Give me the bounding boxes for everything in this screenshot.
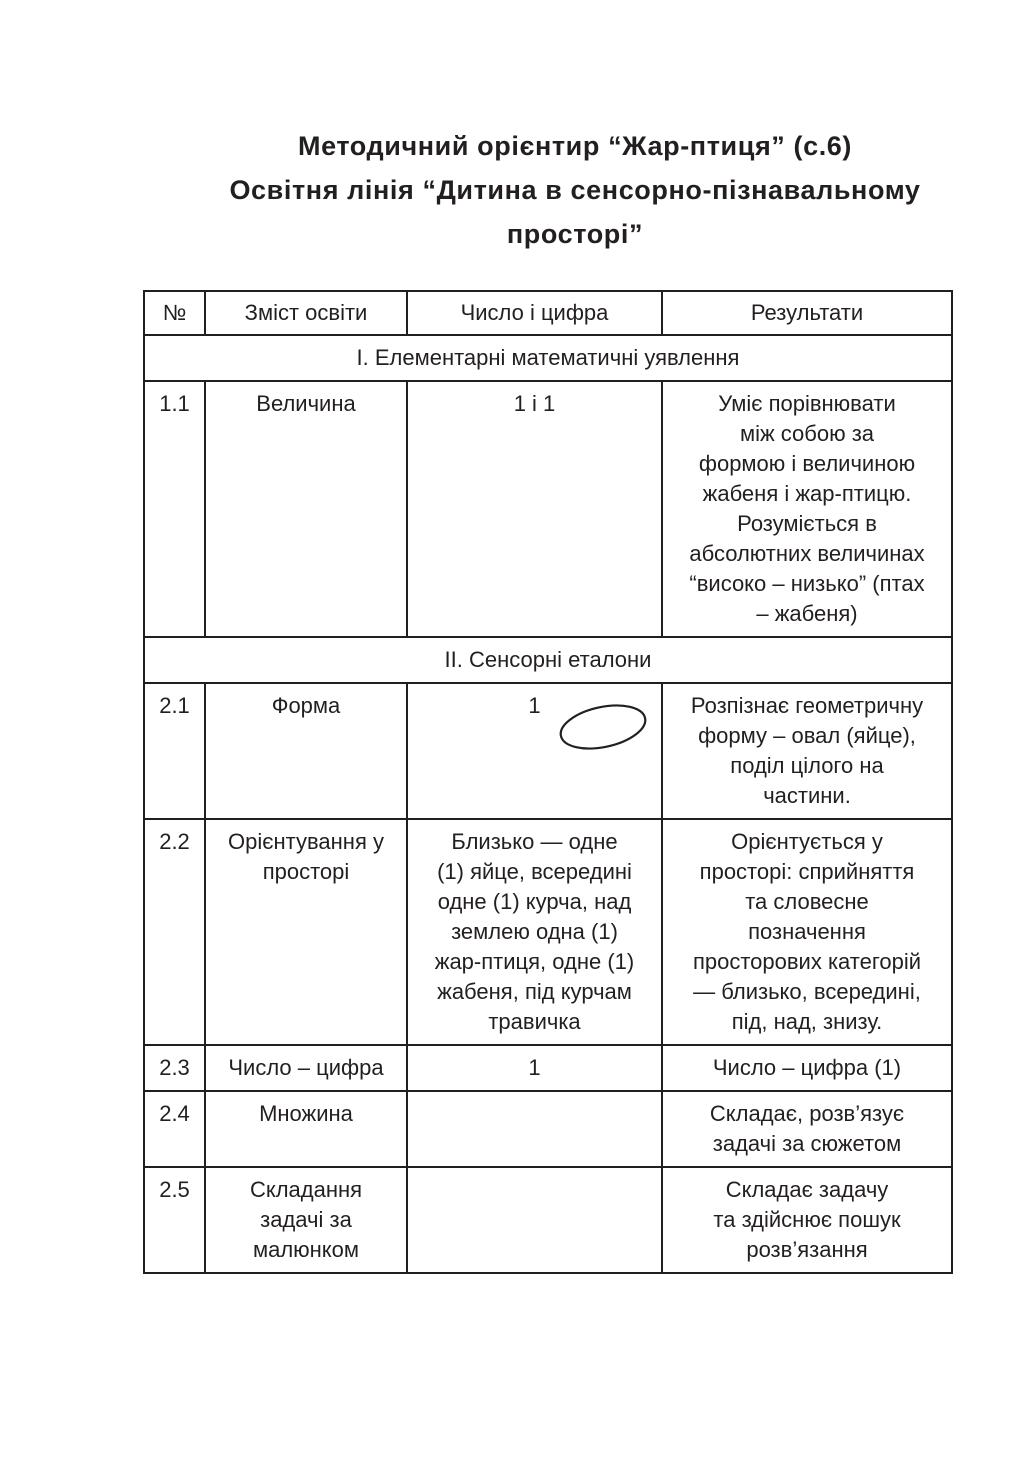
heading-line-1: Методичний орієнтир “Жар-птиця” (с.6) bbox=[297, 131, 853, 161]
row-content: Складання задачі за малюнком bbox=[205, 1167, 407, 1273]
row-number: 2.3 bbox=[144, 1045, 205, 1091]
row-content: Форма bbox=[205, 683, 407, 819]
heading-line-2: Освітня лінія “Дитина в сенсорно-пізнавальному bbox=[229, 175, 921, 205]
row-number: 2.1 bbox=[144, 683, 205, 819]
page-heading bbox=[150, 124, 1000, 256]
row-number: 2.5 bbox=[144, 1167, 205, 1273]
row-result: Уміє порівнювати між собою за формою і величиною жабеня і жар-птицю. Розуміється в абсолютних величинах “високо – низько” (птах – жабеня) bbox=[662, 381, 952, 637]
row-number: 1.1 bbox=[144, 381, 205, 637]
row-number: 2.2 bbox=[144, 819, 205, 1045]
header-results: Результати bbox=[662, 291, 952, 335]
row-content: Орієнтування у просторі bbox=[205, 819, 407, 1045]
row-digit: 1 і 1 bbox=[407, 381, 662, 637]
row-digit bbox=[407, 1167, 662, 1273]
section-row bbox=[144, 637, 952, 683]
section-row bbox=[144, 335, 952, 381]
row-result: Складає, розв’язує задачі за сюжетом bbox=[662, 1091, 952, 1167]
row-digit: 1 bbox=[407, 1045, 662, 1091]
table-row bbox=[144, 381, 952, 637]
row-digit: 1 bbox=[528, 693, 541, 718]
table-row bbox=[144, 1045, 952, 1091]
plan-table bbox=[143, 290, 953, 1274]
row-digit: Близько — одне (1) яйце, всередині одне (1) курча, над землею одна (1) жар-птиця, одне (1) жабеня, під курчам травичка bbox=[407, 819, 662, 1045]
header-number: № bbox=[144, 291, 205, 335]
row-content: Число – цифра bbox=[205, 1045, 407, 1091]
table-row bbox=[144, 1091, 952, 1167]
row-content: Величина bbox=[205, 381, 407, 637]
table-row bbox=[144, 819, 952, 1045]
row-result: Число – цифра (1) bbox=[662, 1045, 952, 1091]
table-row bbox=[144, 1167, 952, 1273]
row-result: Орієнтується у просторі: сприйняття та словесне позначення просторових категорій — близько, всередині, під, над, знизу. bbox=[662, 819, 952, 1045]
row-result: Розпізнає геометричну форму – овал (яйце), поділ цілого на частини. bbox=[662, 683, 952, 819]
table-row bbox=[144, 683, 952, 819]
section-title-2: II. Сенсорні еталони bbox=[144, 637, 952, 683]
oval-icon bbox=[558, 704, 648, 750]
row-content: Множина bbox=[205, 1091, 407, 1167]
row-result: Складає задачу та здійснює пошук розв’язання bbox=[662, 1167, 952, 1273]
row-digit-cell bbox=[407, 683, 662, 819]
heading-line-3: просторі” bbox=[506, 219, 644, 249]
section-title-1: I. Елементарні математичні уявлення bbox=[144, 335, 952, 381]
table-header-row bbox=[144, 291, 952, 335]
row-number: 2.4 bbox=[144, 1091, 205, 1167]
header-digit: Число і цифра bbox=[407, 291, 662, 335]
row-digit bbox=[407, 1091, 662, 1167]
header-content: Зміст освіти bbox=[205, 291, 407, 335]
